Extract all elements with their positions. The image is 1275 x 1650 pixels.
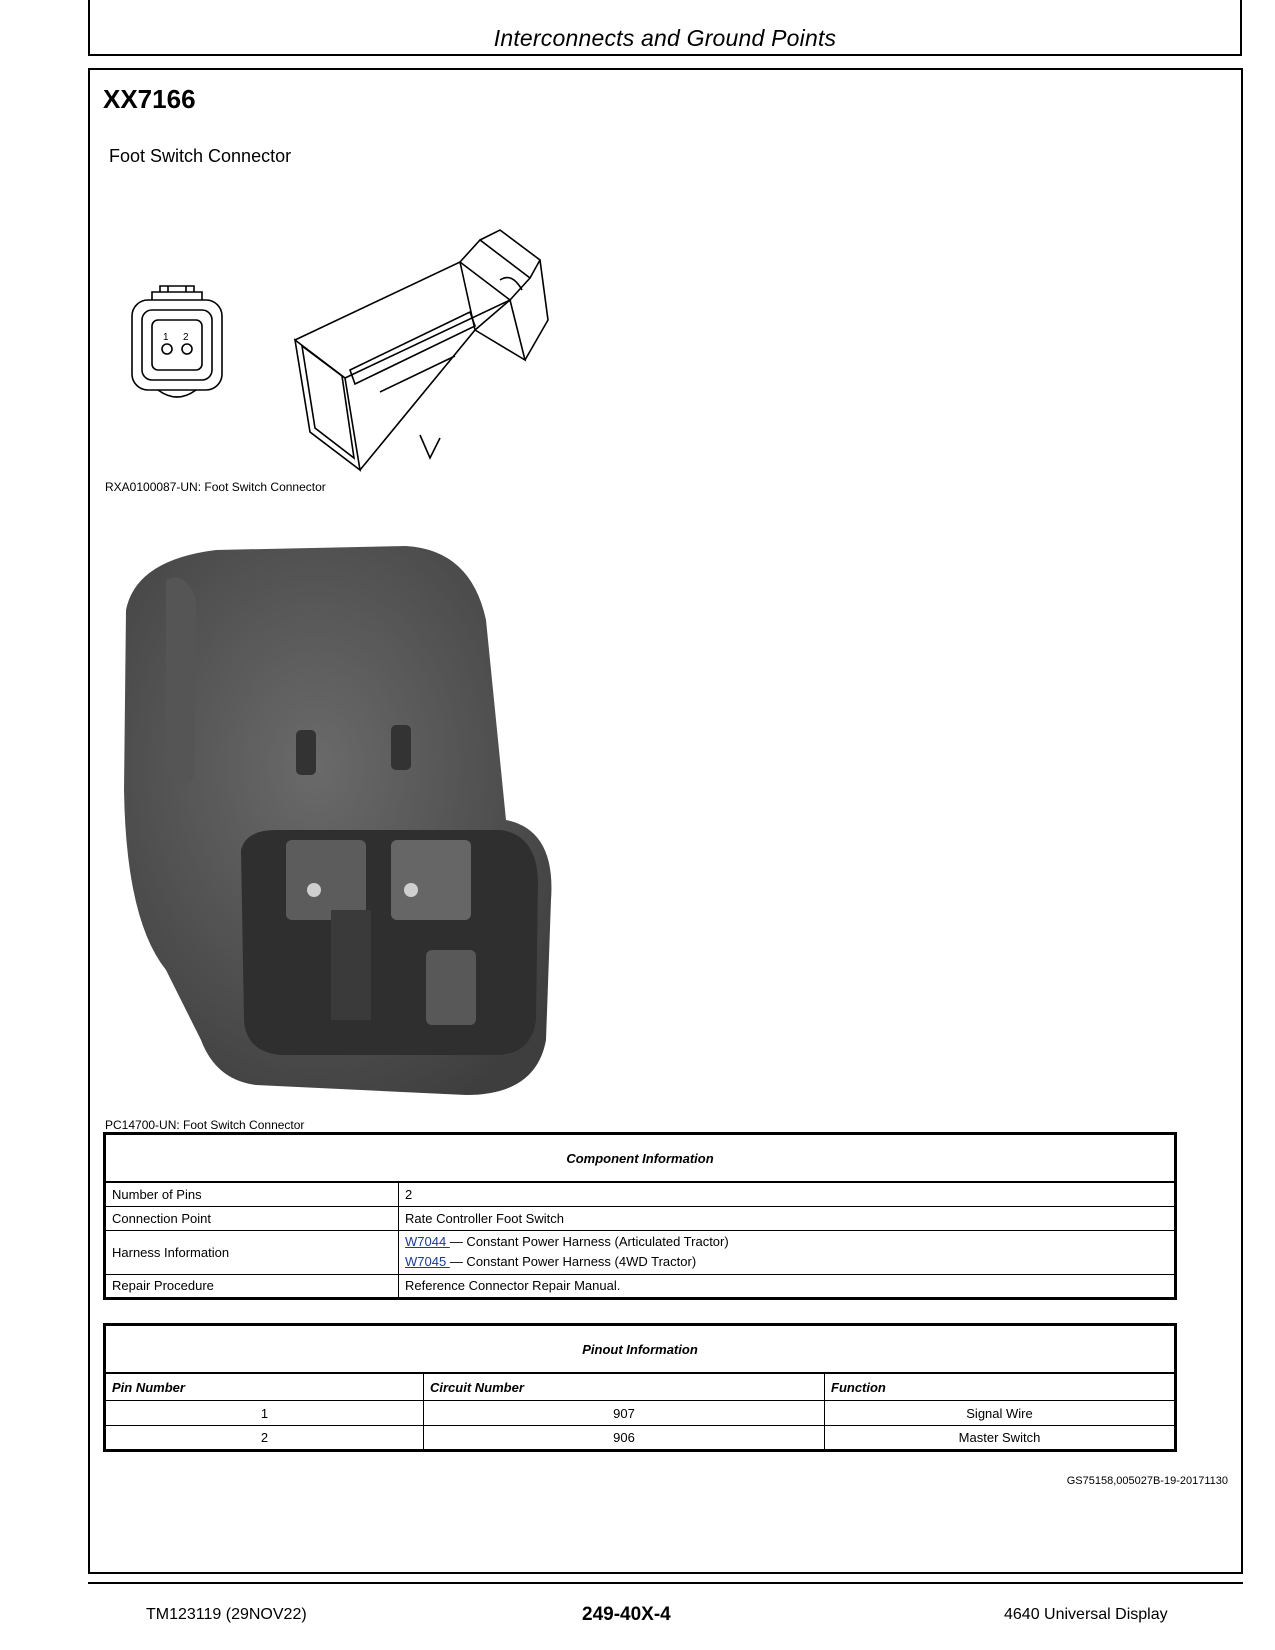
drawing-caption: RXA0100087-UN: Foot Switch Connector	[105, 480, 326, 494]
circuit-number: 907	[424, 1401, 825, 1426]
photo-caption: PC14700-UN: Foot Switch Connector	[105, 1118, 305, 1132]
table-row	[105, 1274, 1176, 1298]
pin-label-1: 1	[163, 332, 169, 343]
footer-divider	[88, 1582, 1243, 1584]
photo-cavity	[241, 830, 538, 1055]
page-header	[88, 0, 1242, 56]
photo-pin	[404, 883, 418, 897]
component-info-title: Component Information	[105, 1134, 1176, 1183]
pin-function: Master Switch	[825, 1426, 1176, 1451]
harness-link-w7045[interactable]: W7045	[405, 1254, 450, 1269]
pin-function: Signal Wire	[825, 1401, 1176, 1426]
circuit-number: 906	[424, 1426, 825, 1451]
row-label: Repair Procedure	[105, 1274, 399, 1298]
row-value: Rate Controller Foot Switch	[399, 1206, 1176, 1230]
harness-link-w7044[interactable]: W7044	[405, 1234, 450, 1249]
row-value: Reference Connector Repair Manual.	[399, 1274, 1176, 1298]
pinout-info-table	[103, 1323, 1177, 1452]
content-section	[88, 68, 1243, 1574]
photo-pin-housing	[391, 840, 471, 920]
table-row	[105, 1401, 1176, 1426]
photo-ridge	[391, 725, 411, 770]
connector-photo	[106, 540, 556, 1100]
photo-pin-housing	[286, 840, 366, 920]
connector-line-drawing	[130, 220, 560, 480]
page-header-title: Interconnects and Ground Points	[493, 25, 837, 51]
harness-links	[399, 1230, 1176, 1274]
photo-pin	[307, 883, 321, 897]
connector-face-view	[132, 286, 222, 397]
pin-label-2: 2	[183, 332, 189, 343]
harness-desc: — Constant Power Harness (4WD Tractor)	[449, 1254, 697, 1269]
column-header: Function	[825, 1373, 1176, 1401]
row-label: Connection Point	[105, 1206, 399, 1230]
column-header: Circuit Number	[424, 1373, 825, 1401]
connector-description: Foot Switch Connector	[109, 146, 292, 166]
document-reference: GS75158,005027B-19-20171130	[1066, 1475, 1228, 1487]
pin-number: 1	[105, 1401, 424, 1426]
photo-ridge	[296, 730, 316, 775]
pinout-info-title: Pinout Information	[105, 1325, 1176, 1374]
table-row	[105, 1230, 1176, 1274]
footer-manual-id: TM123119 (29NOV22)	[146, 1606, 307, 1623]
connector-id: XX7166	[103, 84, 196, 114]
photo-terminal	[426, 950, 476, 1025]
harness-desc: — Constant Power Harness (Articulated Tractor)	[449, 1234, 729, 1249]
table-row	[105, 1426, 1176, 1451]
pin-number: 2	[105, 1426, 424, 1451]
table-row	[105, 1182, 1176, 1206]
column-header: Pin Number	[105, 1373, 424, 1401]
component-info-table	[103, 1132, 1177, 1300]
table-row	[105, 1206, 1176, 1230]
connector-isometric-view	[295, 230, 548, 470]
row-label: Number of Pins	[105, 1182, 399, 1206]
footer-page-number: 249-40X-4	[582, 1604, 671, 1625]
footer-product: 4640 Universal Display	[1004, 1606, 1168, 1623]
row-value: 2	[399, 1182, 1176, 1206]
photo-divider	[331, 910, 371, 1020]
photo-latch	[166, 578, 196, 784]
row-label: Harness Information	[105, 1230, 399, 1274]
